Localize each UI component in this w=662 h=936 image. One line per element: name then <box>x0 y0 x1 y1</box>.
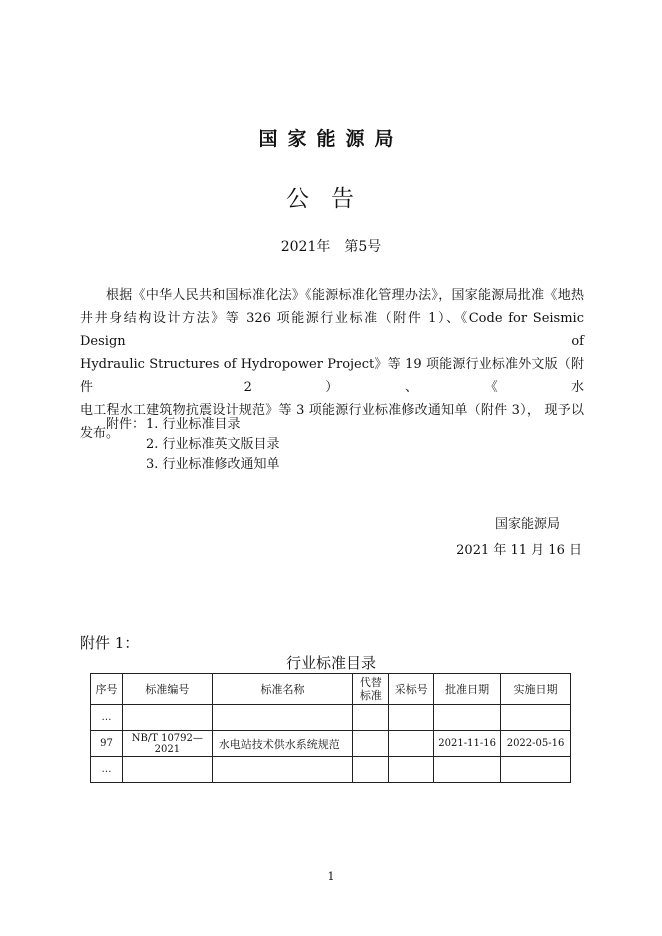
cell-approval-date <box>434 705 501 731</box>
signer: 国家能源局 <box>494 517 560 532</box>
cell-serial: … <box>91 757 123 783</box>
cell-standard-name: 水电站技术供水系统规范 <box>212 731 353 757</box>
body-line: 根据《中华人民共和国标准化法》《能源标准化管理办法》，国家能源局批准《地热 <box>106 288 584 303</box>
table-row <box>91 705 571 731</box>
cell-standard-name <box>212 757 353 783</box>
table-row <box>91 757 571 783</box>
cell-effective-date: 2022-05-16 <box>501 731 571 757</box>
header-adopted-code: 采标号 <box>389 674 434 705</box>
attachment-item: 1. 行业标准目录 <box>146 417 241 432</box>
header-approval-date: 批准日期 <box>434 674 501 705</box>
header-standard-name: 标准名称 <box>212 674 353 705</box>
header-standard-code: 标准编号 <box>122 674 212 705</box>
cell-standard-name <box>212 705 353 731</box>
cell-approval-date <box>434 757 501 783</box>
cell-replaced-standard <box>353 731 389 757</box>
cell-adopted-code <box>389 757 434 783</box>
document-number <box>0 236 662 256</box>
document-year: 2021年 <box>280 239 331 255</box>
body-line: Hydraulic Structures of Hydropower Project》等 19 项能源行业标准外文版（附件 2）、《水 <box>80 357 584 395</box>
body-line: 电工程水工建筑物抗震设计规范》等 3 项能源行业标准修改通知单（附件 3）， 现予以 <box>80 403 584 418</box>
attachments-label: 附件： <box>106 417 146 432</box>
attachment-item: 2. 行业标准英文版目录 <box>146 437 280 452</box>
document-title: 公告 <box>286 186 376 212</box>
document-sequence: 第5号 <box>344 239 382 255</box>
cell-approval-date: 2021-11-16 <box>434 731 501 757</box>
cell-effective-date <box>501 705 571 731</box>
cell-effective-date <box>501 757 571 783</box>
body-line: 发布。 <box>80 426 120 441</box>
page-number: 1 <box>327 870 335 883</box>
cell-serial: 97 <box>91 731 123 757</box>
cell-adopted-code <box>389 731 434 757</box>
header-effective-date: 实施日期 <box>501 674 571 705</box>
cell-adopted-code <box>389 705 434 731</box>
signature-date: 2021 年 11 月 16 日 <box>456 543 582 558</box>
cell-standard-code <box>122 705 212 731</box>
cell-replaced-standard <box>353 757 389 783</box>
cell-standard-code <box>122 757 212 783</box>
header-serial: 序号 <box>91 674 123 705</box>
table-row <box>91 731 571 757</box>
header-replaced-standard: 代替标准 <box>353 674 389 705</box>
cell-serial: … <box>91 705 123 731</box>
cell-standard-code: NB/T 10792—2021 <box>122 731 212 757</box>
body-line: 井井身结构设计方法》等 326 项能源行业标准（附件 1）、《Code for Seismic Design of <box>80 311 584 349</box>
attachment-item: 3. 行业标准修改通知单 <box>146 457 280 472</box>
table-title: 行业标准目录 <box>285 654 376 672</box>
table-header-row <box>91 674 571 705</box>
cell-replaced-standard <box>353 705 389 731</box>
standards-table <box>90 673 571 783</box>
annex-label: 附件 1： <box>80 634 140 652</box>
issuing-organization: 国家能源局 <box>258 128 404 150</box>
